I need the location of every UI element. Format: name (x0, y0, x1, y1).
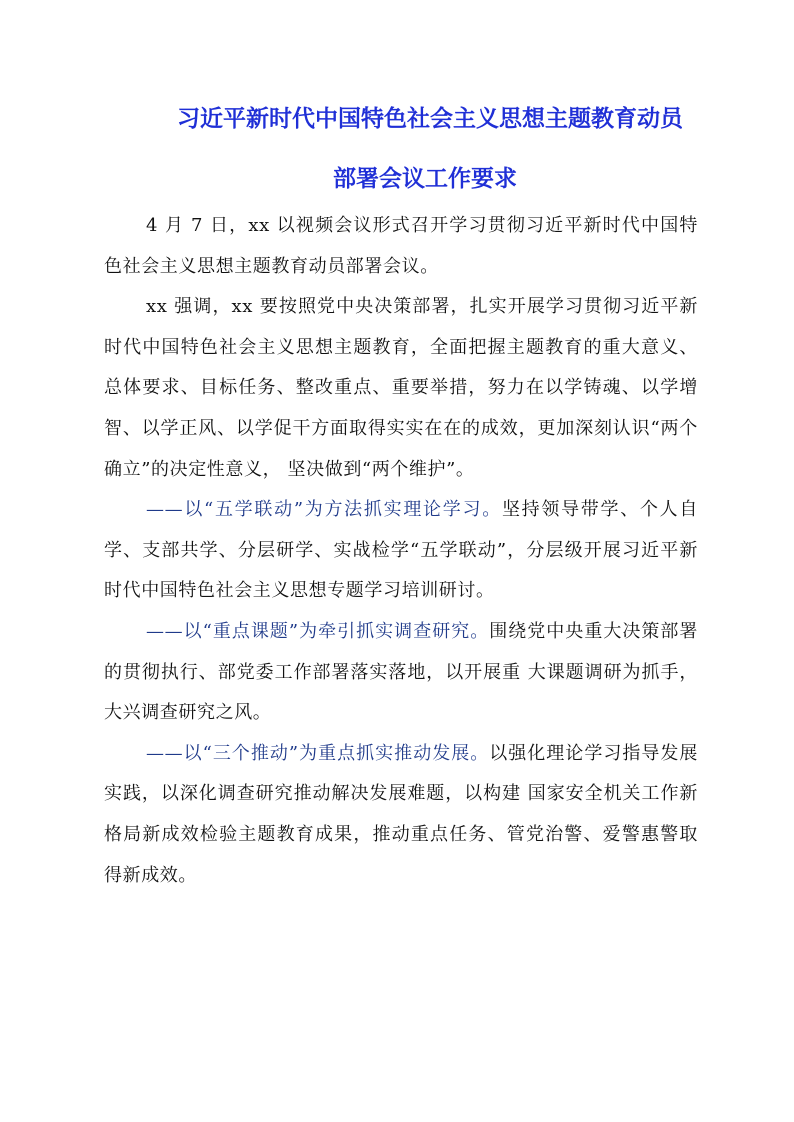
paragraph-text: 围绕党中央重大决策部署的贯彻执行、部党委工作部署落实落地，以开展重 大课题调研为抓手，大兴调查研究之风。 (104, 620, 698, 724)
paragraph-emphasis (104, 287, 698, 490)
paragraph-text: xx 强调，xx 要按照党中央决策部署，扎实开展学习贯彻习近平新时代中国特色社会主义思想主题教育，全面把握主题教育的重大意义、总体要求、目标任务、整改重点、重要举措，努力在以学铸魂、以学增智、以学正风、以学促干方面取得实实在在的成效，更加深刻认识“两个确立”的决定性意义， 坚决做到“两个维护”。 (104, 296, 698, 480)
paragraph-text: 4 月 7 日，xx 以视频会议形式召开学习贯彻习近平新时代中国特色社会主义思想主题教育动员部署会议。 (104, 215, 698, 277)
document-title-line-1: 习近平新时代中国特色社会主义思想主题教育动员 (177, 106, 683, 132)
paragraph-theory-study (104, 490, 698, 612)
paragraph-meeting-intro (104, 206, 698, 287)
paragraph-text: 坚持领导带学、个人自学、支部共学、分层研学、实战检学“五学联动”，分层级开展习近平新时代中国特色社会主义思想专题学习培训研讨。 (104, 499, 698, 602)
document-title-line-2: 部署会议工作要求 (333, 166, 517, 192)
paragraph-lead-heading: ——以“重点课题”为牵引抓实调查研究。 (146, 620, 490, 642)
paragraph-lead-heading: ——以“五学联动”为方法抓实理论学习。 (146, 499, 502, 521)
document-body (104, 206, 698, 896)
paragraph-lead-heading: ——以“三个推动”为重点抓实推动发展。 (146, 742, 490, 764)
paragraph-research (104, 612, 698, 734)
paragraph-development (104, 734, 698, 896)
paragraph-text: 以强化理论学习指导发展实践，以深化调查研究推动解决发展难题，以构建 国家安全机关工作新格局新成效检验主题教育成果，推动重点任务、管党治警、爱警惠警取得新成效。 (104, 742, 698, 886)
